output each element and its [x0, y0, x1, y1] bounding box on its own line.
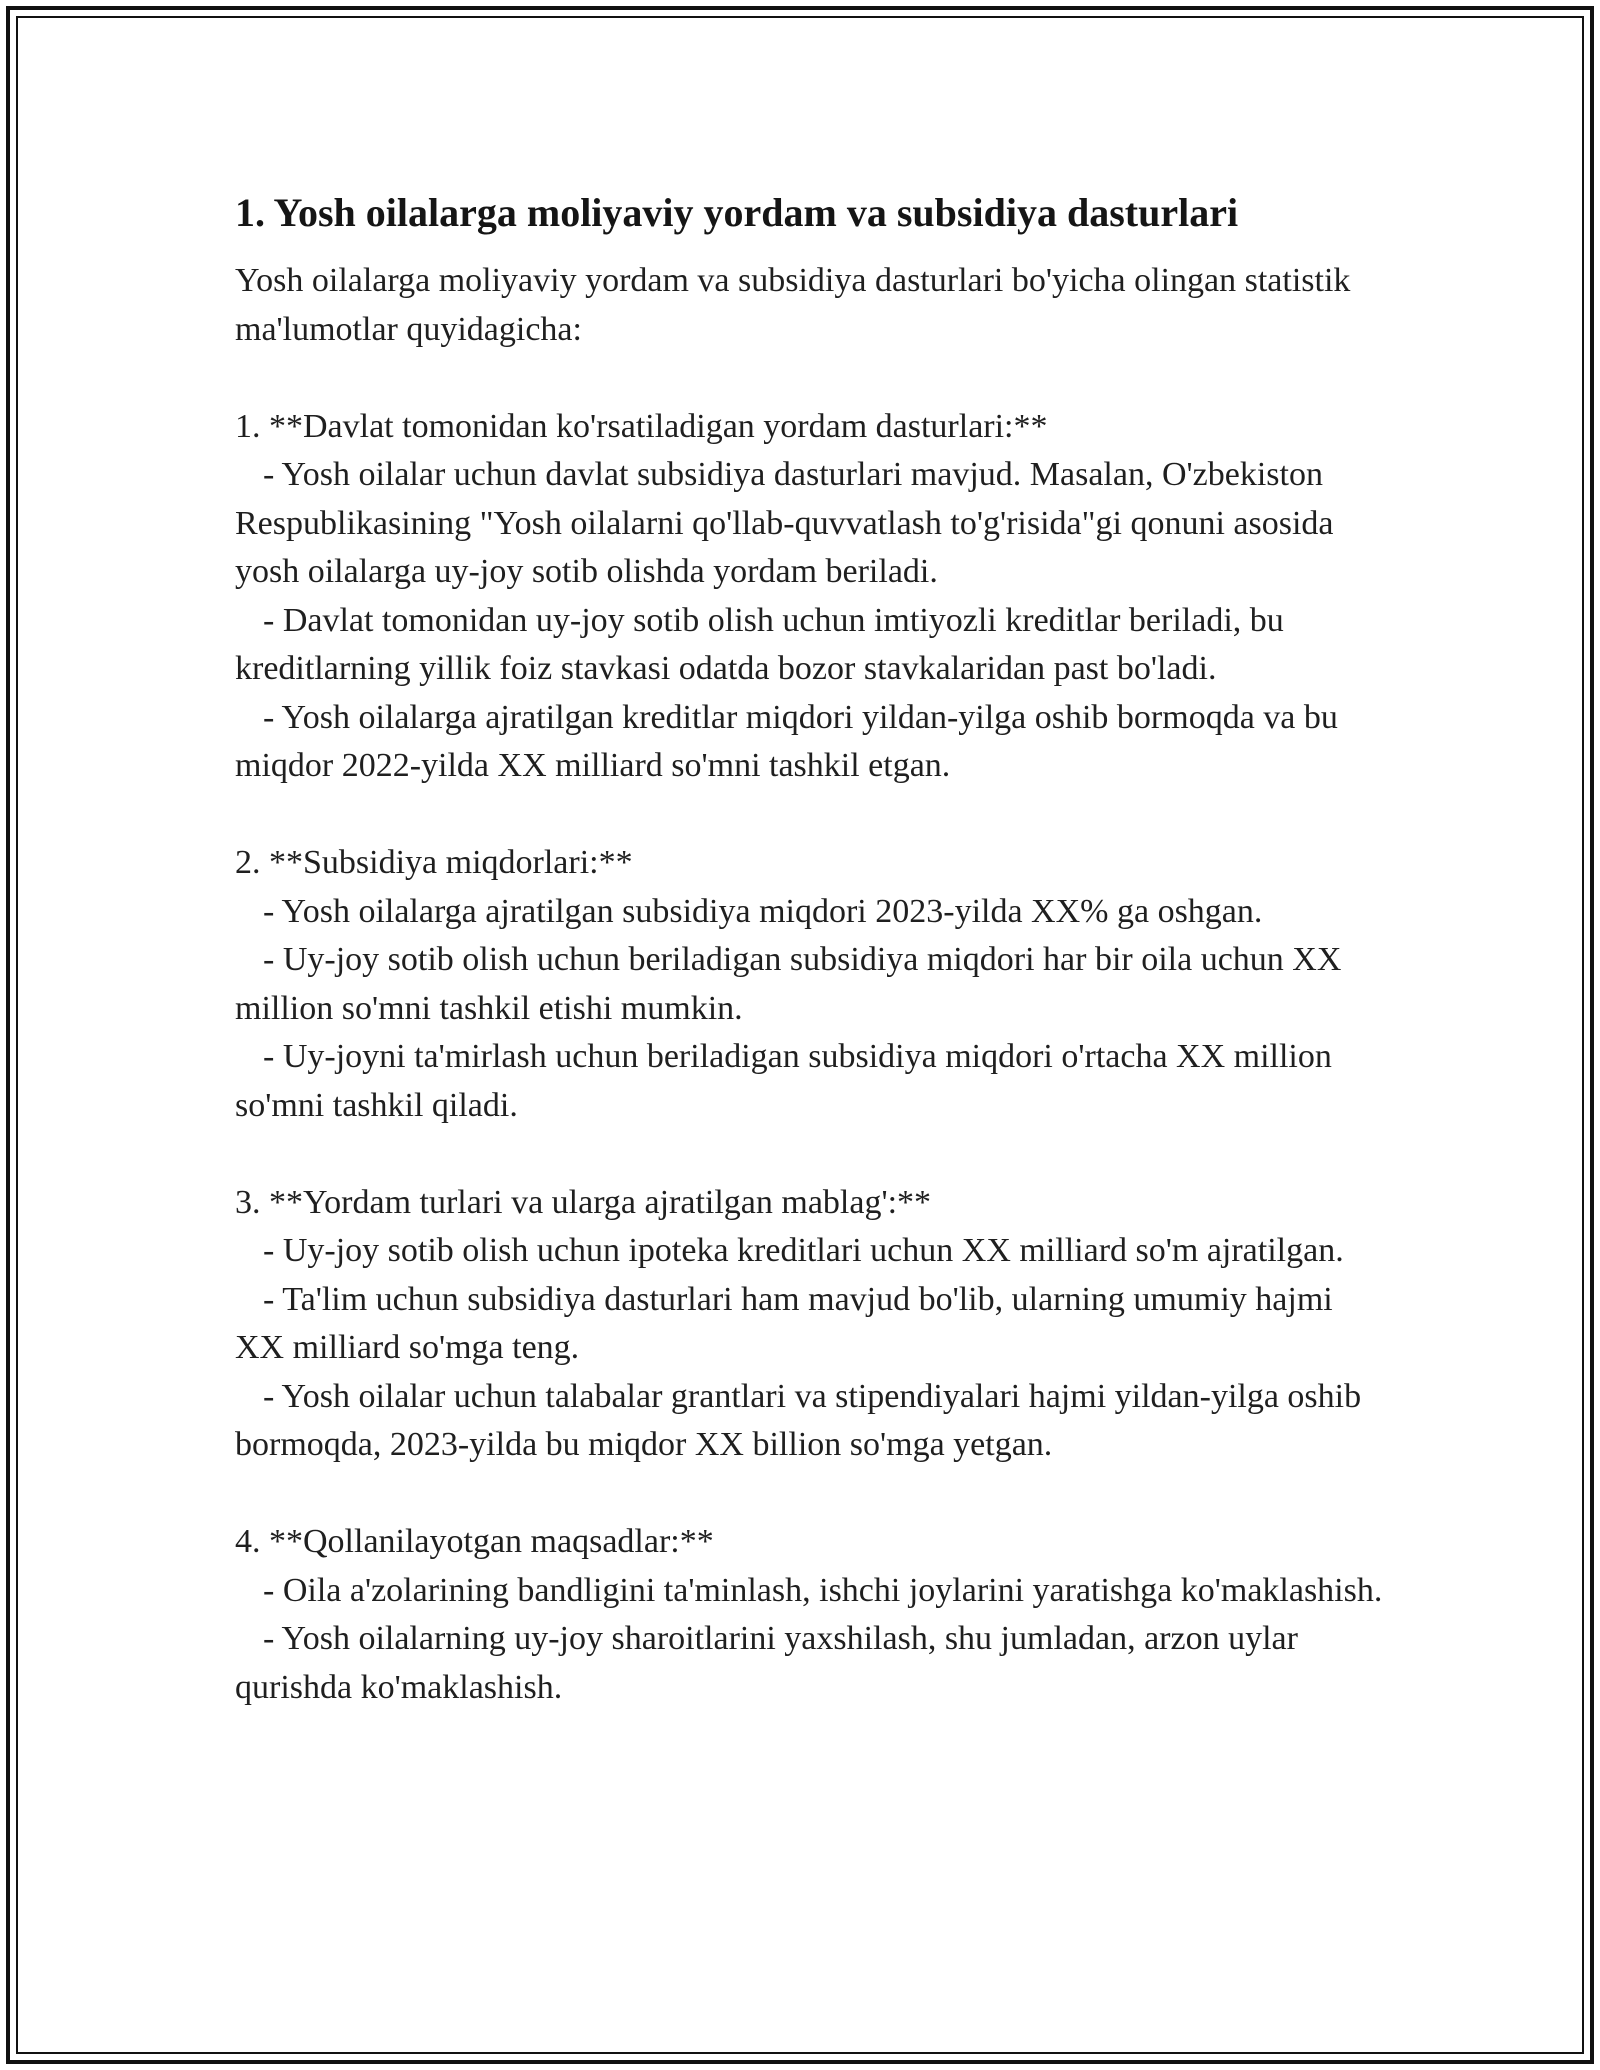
- section-heading: 4. **Qollanilayotgan maqsadlar:**: [235, 1523, 714, 1560]
- section-support-types: [235, 1179, 1385, 1470]
- bullet-item: - Yosh oilalarga ajratilgan kreditlar miqdori yildan-yilga oshib bormoqda va bu miqdor 2022-yilda XX milliard so'mni tashkil etgan.: [235, 698, 1338, 784]
- section-goals: [235, 1518, 1385, 1712]
- section-heading: 3. **Yordam turlari va ularga ajratilgan mablag':**: [235, 1183, 932, 1221]
- bullet-item: - Oila a'zolarining bandligini ta'minlash, ishchi joylarini yaratishga ko'maklashish.: [263, 1571, 1383, 1609]
- bullet-item: - Uy-joyni ta'mirlash uchun beriladigan subsidiya miqdori o'rtacha XX million so'mni tashkil qiladi.: [235, 1038, 1332, 1124]
- bullet-item: - Yosh oilalarning uy-joy sharoitlarini yaxshilash, shu jumladan, arzon uylar qurishda ko'maklashish.: [235, 1620, 1298, 1706]
- document-title: 1. Yosh oilalarga moliyaviy yordam va subsidiya dasturlari: [235, 190, 1239, 235]
- section-heading: 1. **Davlat tomonidan ko'rsatiladigan yordam dasturlari:**: [235, 407, 1048, 445]
- document-body: [235, 185, 1385, 1712]
- section-heading: 2. **Subsidiya miqdorlari:**: [235, 844, 633, 881]
- bullet-item: - Uy-joy sotib olish uchun ipoteka kreditlari uchun XX milliard so'm ajratilgan.: [263, 1232, 1344, 1269]
- bullet-item: - Uy-joy sotib olish uchun beriladigan subsidiya miqdori har bir oila uchun XX million so'mni tashkil etishi mumkin.: [235, 941, 1342, 1027]
- bullet-item: - Yosh oilalar uchun talabalar grantlari va stipendiyalari hajmi yildan-yilga oshib bormoqda, 2023-yilda bu miqdor XX billion so'mga yetgan.: [235, 1377, 1362, 1463]
- section-state-support: [235, 403, 1385, 791]
- section-subsidy-amounts: [235, 839, 1385, 1130]
- intro-paragraph: Yosh oilalarga moliyaviy yordam va subsidiya dasturlari bo'yicha olingan statistik ma'lumotlar quyidagicha:: [235, 262, 1351, 348]
- bullet-item: - Yosh oilalarga ajratilgan subsidiya miqdori 2023-yilda XX% ga oshgan.: [263, 892, 1263, 930]
- bullet-item: - Ta'lim uchun subsidiya dasturlari ham mavjud bo'lib, ularning umumiy hajmi XX milliard so'mga teng.: [235, 1280, 1333, 1366]
- bullet-item: - Yosh oilalar uchun davlat subsidiya dasturlari mavjud. Masalan, O'zbekiston Respublikasining "Yosh oilalarni qo'llab-quvvatlash to'g'risida"gi qonuni asosida yosh oilalarga uy-joy sotib olishda yordam beriladi.: [235, 456, 1334, 590]
- bullet-item: - Davlat tomonidan uy-joy sotib olish uchun imtiyozli kreditlar beriladi, bu kreditlarning yillik foiz stavkasi odatda bozor stavkalaridan past bo'ladi.: [235, 601, 1284, 687]
